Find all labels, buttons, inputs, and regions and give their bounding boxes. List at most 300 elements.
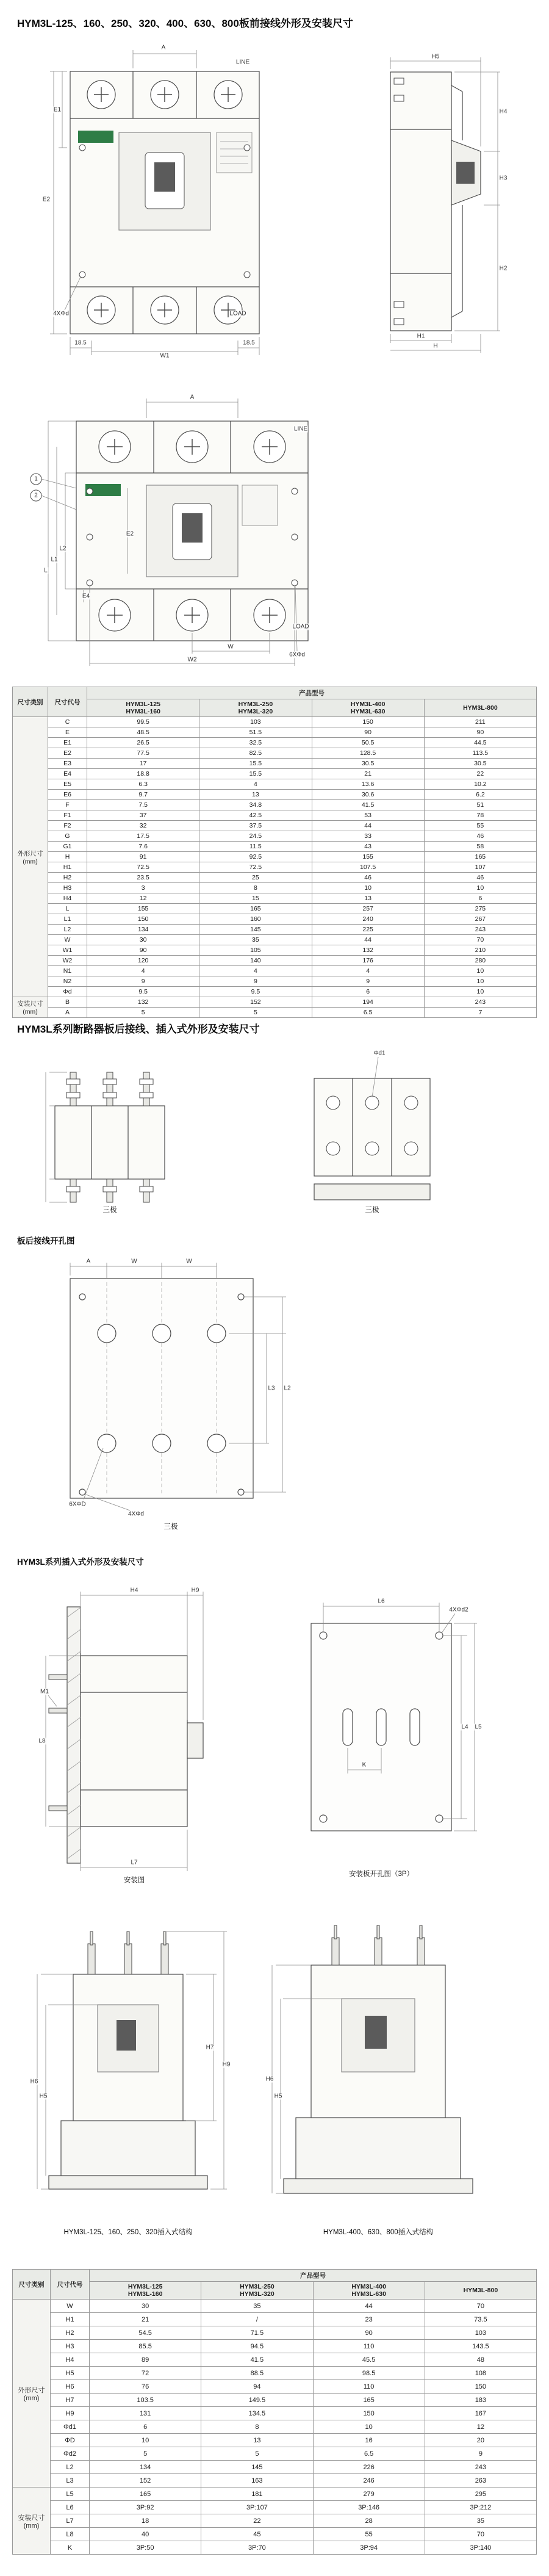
section2-title: HYM3L系列断路器板后接线、插入式外形及安装尺寸 xyxy=(17,1023,260,1035)
table-row xyxy=(13,966,537,976)
table-row xyxy=(13,935,537,945)
dimension-label: A xyxy=(86,1258,91,1265)
dimension-value-cell: 120 xyxy=(87,956,199,966)
dimension-value-cell: 5 xyxy=(201,2447,313,2461)
dimension-code-cell: H2 xyxy=(51,2326,90,2340)
dimension-code-cell: W xyxy=(48,935,87,945)
dimension-value-cell: 71.5 xyxy=(201,2326,313,2340)
table-row xyxy=(13,925,537,935)
dimension-value-cell: 35 xyxy=(425,2514,536,2528)
dimension-label: K xyxy=(362,1761,367,1769)
dimension-value-cell: 3P:107 xyxy=(201,2501,313,2514)
dimension-value-cell: 9 xyxy=(87,976,199,987)
table-row xyxy=(13,2326,537,2340)
dimension-value-cell: 149.5 xyxy=(201,2394,313,2407)
dimension-value-cell: 275 xyxy=(424,904,536,914)
dimension-value-cell: 5 xyxy=(199,1008,312,1018)
dimension-label: L7 xyxy=(131,1859,138,1866)
dimension-value-cell: 94.5 xyxy=(201,2340,313,2353)
dimension-label: L4 xyxy=(461,1723,468,1731)
table-row xyxy=(13,956,537,966)
dimension-code-cell: B xyxy=(48,997,87,1008)
dimension-value-cell: 108 xyxy=(425,2367,536,2380)
product-model-header: 产品型号 xyxy=(87,687,537,699)
table-row xyxy=(13,2488,537,2501)
dimension-value-cell: 150 xyxy=(87,914,199,925)
dimension-value-cell: 150 xyxy=(425,2380,536,2394)
dimension-value-cell: 6 xyxy=(312,987,424,997)
dimension-value-cell: 226 xyxy=(313,2461,425,2474)
dimension-value-cell: 4 xyxy=(199,779,312,790)
dimension-code-cell: L2 xyxy=(48,925,87,935)
table-row xyxy=(13,821,537,831)
dimension-value-cell: 9 xyxy=(425,2447,536,2461)
dimension-value-cell: 140 xyxy=(199,956,312,966)
dimension-value-cell: 107.5 xyxy=(312,862,424,873)
table-row xyxy=(13,2528,537,2541)
model-header-row xyxy=(13,2282,537,2300)
dimension-code-cell: L7 xyxy=(51,2514,90,2528)
dimension-label: H4 xyxy=(499,108,508,115)
table-row xyxy=(13,862,537,873)
plugin-dimension-table xyxy=(12,2269,537,2555)
dimension-value-cell: 7.5 xyxy=(87,800,199,810)
dimension-value-cell: 18 xyxy=(90,2514,201,2528)
dimension-value-cell: 181 xyxy=(201,2488,313,2501)
dimension-value-cell: 163 xyxy=(201,2474,313,2488)
dimension-value-cell: 9.7 xyxy=(87,790,199,800)
model-header-row xyxy=(13,699,537,717)
plugin-structure-large-drawing xyxy=(262,1907,494,2240)
dimension-value-cell: 134 xyxy=(87,925,199,935)
dimension-value-cell: 5 xyxy=(90,2447,201,2461)
dimension-code-cell: H7 xyxy=(51,2394,90,2407)
dimension-value-cell: 78 xyxy=(424,810,536,821)
dimension-code-cell: C xyxy=(48,717,87,727)
rear-holes-subtitle: 板后接线开孔图 xyxy=(17,1236,75,1246)
dimension-label: L2 xyxy=(284,1385,291,1392)
dimension-code-cell: G1 xyxy=(48,842,87,852)
dimension-value-cell: 134.5 xyxy=(201,2407,313,2420)
dimension-value-cell: 51 xyxy=(424,800,536,810)
dimension-value-cell: 3P:92 xyxy=(90,2501,201,2514)
dimension-value-cell: 37.5 xyxy=(199,821,312,831)
dimension-value-cell: 70 xyxy=(424,935,536,945)
dimension-code-cell: H xyxy=(48,852,87,862)
mounting-plate-holes-drawing xyxy=(281,1587,482,1880)
table-row xyxy=(13,727,537,738)
dimension-value-cell: 9 xyxy=(199,976,312,987)
dimension-value-cell: 165 xyxy=(424,852,536,862)
dimension-value-cell: 58 xyxy=(424,842,536,852)
dimension-value-cell: 10 xyxy=(424,976,536,987)
dimension-value-cell: 295 xyxy=(425,2488,536,2501)
table-row xyxy=(13,2474,537,2488)
install-side-drawing xyxy=(34,1579,235,1885)
dimension-value-cell: 6.3 xyxy=(87,779,199,790)
dimension-value-cell: 165 xyxy=(199,904,312,914)
category-cell: 外形尺寸(mm) xyxy=(13,717,48,997)
table-row xyxy=(13,914,537,925)
table-row xyxy=(13,2434,537,2447)
dimension-value-cell: 103 xyxy=(425,2326,536,2340)
drawing-caption: HYM3L-125、160、250、320插入式结构 xyxy=(63,2229,193,2236)
dimension-value-cell: 3P:70 xyxy=(201,2541,313,2555)
dimension-label: H6 xyxy=(265,2076,274,2083)
dimension-value-cell: 17.5 xyxy=(87,831,199,842)
dimension-value-cell: 30 xyxy=(90,2300,201,2313)
dimension-value-cell: 51.5 xyxy=(199,727,312,738)
dimension-value-cell: 26.5 xyxy=(87,738,199,748)
dimension-value-cell: 11.5 xyxy=(199,842,312,852)
dimension-code-cell: N1 xyxy=(48,966,87,976)
dimension-value-cell: 23 xyxy=(313,2313,425,2326)
dimension-value-cell: 257 xyxy=(312,904,424,914)
dimension-value-cell: 13 xyxy=(201,2434,313,2447)
dimension-label: E4 xyxy=(82,593,90,600)
table-row xyxy=(13,2514,537,2528)
table-row xyxy=(13,800,537,810)
dimension-label: LOAD xyxy=(292,623,309,630)
dimension-value-cell: 160 xyxy=(199,914,312,925)
dimension-value-cell: 3P:146 xyxy=(313,2501,425,2514)
dimension-code-cell: F2 xyxy=(48,821,87,831)
dimension-code-cell: F1 xyxy=(48,810,87,821)
dimension-value-cell: 24.5 xyxy=(199,831,312,842)
dimension-value-cell: 17 xyxy=(87,759,199,769)
dimension-value-cell: 45.5 xyxy=(313,2353,425,2367)
dimension-value-cell: 131 xyxy=(90,2407,201,2420)
dimension-value-cell: 73.5 xyxy=(425,2313,536,2326)
dimension-value-cell: 89 xyxy=(90,2353,201,2367)
dimension-value-cell: 3P:50 xyxy=(90,2541,201,2555)
dimension-code-cell: H6 xyxy=(51,2380,90,2394)
dimension-value-cell: 21 xyxy=(90,2313,201,2326)
table-row xyxy=(13,831,537,842)
dimension-value-cell: 85.5 xyxy=(90,2340,201,2353)
table-row xyxy=(13,2313,537,2326)
dimension-value-cell: 280 xyxy=(424,956,536,966)
dimension-value-cell: 10 xyxy=(424,966,536,976)
dimension-value-cell: 211 xyxy=(424,717,536,727)
drawing-caption: 三极 xyxy=(102,1207,117,1214)
dimension-label: E2 xyxy=(42,196,51,203)
table-row xyxy=(13,2461,537,2474)
dimension-code-cell: G xyxy=(48,831,87,842)
dimension-value-cell: 3 xyxy=(87,883,199,893)
model-header-cell: HYM3L-250 HYM3L-320 xyxy=(201,2282,313,2300)
dimension-value-cell: 143.5 xyxy=(425,2340,536,2353)
dimension-value-cell: 41.5 xyxy=(201,2353,313,2367)
side-view-drawing xyxy=(354,49,518,354)
drawing-caption: 三极 xyxy=(365,1207,379,1214)
dimension-value-cell: 210 xyxy=(424,945,536,956)
dimension-label: H xyxy=(433,342,438,350)
dimension-value-cell: 132 xyxy=(87,997,199,1008)
dimension-label: LOAD xyxy=(229,310,246,317)
plugin-subtitle: HYM3L系列插入式外形及安装尺寸 xyxy=(17,1557,144,1567)
front-panel-large-drawing xyxy=(27,388,357,674)
dimension-value-cell: 30 xyxy=(87,935,199,945)
dimension-value-cell: 10 xyxy=(424,883,536,893)
table-row xyxy=(13,842,537,852)
dimension-value-cell: 28 xyxy=(313,2514,425,2528)
dimension-label: Φd1 xyxy=(373,1050,386,1057)
dimension-code-cell: E xyxy=(48,727,87,738)
dimension-code-cell: E4 xyxy=(48,769,87,779)
dimension-code-cell: Φd2 xyxy=(51,2447,90,2461)
dimension-value-cell: 132 xyxy=(312,945,424,956)
dimension-value-cell: 5 xyxy=(87,1008,199,1018)
dimension-code-cell: N2 xyxy=(48,976,87,987)
dimension-value-cell: 23.5 xyxy=(87,873,199,883)
dimension-code-cell: Φd xyxy=(48,987,87,997)
dimension-value-cell: / xyxy=(201,2313,313,2326)
dimension-value-cell: 13 xyxy=(312,893,424,904)
dimension-value-cell: 46 xyxy=(312,873,424,883)
dimension-label: L5 xyxy=(475,1723,482,1731)
dimension-value-cell: 16 xyxy=(313,2434,425,2447)
rear-view-holes-drawing xyxy=(287,1045,458,1213)
dimension-value-cell: 165 xyxy=(90,2488,201,2501)
drawing-caption: 安装板开孔图（3P） xyxy=(348,1871,414,1878)
dimension-value-cell: 3P:94 xyxy=(313,2541,425,2555)
table-row xyxy=(13,2300,537,2313)
category-cell: 安装尺寸(mm) xyxy=(13,997,48,1018)
table-row xyxy=(13,748,537,759)
dimension-value-cell: 44 xyxy=(313,2300,425,2313)
dimension-label: H6 xyxy=(30,2078,38,2085)
dimension-value-cell: 88.5 xyxy=(201,2367,313,2380)
dimension-code-cell: H3 xyxy=(51,2340,90,2353)
dimension-code-cell: E2 xyxy=(48,748,87,759)
dimension-value-cell: 6.5 xyxy=(313,2447,425,2461)
table-row xyxy=(13,945,537,956)
dimension-code-cell: F xyxy=(48,800,87,810)
dimension-label: H5 xyxy=(39,2093,48,2100)
dimension-value-cell: 165 xyxy=(313,2394,425,2407)
dimension-value-cell: 32 xyxy=(87,821,199,831)
dimension-value-cell: 176 xyxy=(312,956,424,966)
table-row xyxy=(13,759,537,769)
table-row xyxy=(13,1008,537,1018)
dimension-value-cell: 22 xyxy=(424,769,536,779)
dimension-value-cell: 98.5 xyxy=(313,2367,425,2380)
dimension-label: H9 xyxy=(191,1587,199,1594)
dimension-value-cell: 32.5 xyxy=(199,738,312,748)
dimension-value-cell: 35 xyxy=(201,2300,313,2313)
dimension-value-cell: 155 xyxy=(312,852,424,862)
dimension-value-cell: 55 xyxy=(424,821,536,831)
dimension-value-cell: 76 xyxy=(90,2380,201,2394)
dimension-code-cell: L6 xyxy=(51,2501,90,2514)
dimension-value-cell: 240 xyxy=(312,914,424,925)
table-row xyxy=(13,893,537,904)
dimension-code-cell: L2 xyxy=(51,2461,90,2474)
dimension-value-cell: 48.5 xyxy=(87,727,199,738)
table-row xyxy=(13,2447,537,2461)
dimension-value-cell: 10 xyxy=(313,2420,425,2434)
dimension-value-cell: 145 xyxy=(199,925,312,935)
dimension-value-cell: 50.5 xyxy=(312,738,424,748)
table-row xyxy=(13,873,537,883)
table-row xyxy=(13,738,537,748)
category-column-header: 尺寸类别 xyxy=(13,2270,51,2300)
dimension-value-cell: 72 xyxy=(90,2367,201,2380)
dimension-value-cell: 53 xyxy=(312,810,424,821)
dimension-code-cell: H2 xyxy=(48,873,87,883)
dimension-value-cell: 20 xyxy=(425,2434,536,2447)
dimension-label: H2 xyxy=(499,265,508,272)
dimension-value-cell: 128.5 xyxy=(312,748,424,759)
dimension-code-cell: ΦD xyxy=(51,2434,90,2447)
dimension-code-cell: H4 xyxy=(48,893,87,904)
dimension-label: L6 xyxy=(378,1598,385,1605)
dimension-label: W xyxy=(228,643,234,651)
dimension-value-cell: 243 xyxy=(424,925,536,935)
table-row xyxy=(13,976,537,987)
table-row xyxy=(13,779,537,790)
code-column-header: 尺寸代号 xyxy=(51,2270,90,2300)
dimension-value-cell: 6 xyxy=(90,2420,201,2434)
dimension-code-cell: K xyxy=(51,2541,90,2555)
dimension-code-cell: L3 xyxy=(51,2474,90,2488)
dimension-value-cell: 7 xyxy=(424,1008,536,1018)
dimension-label: L1 xyxy=(51,556,58,563)
dimension-code-cell: E3 xyxy=(48,759,87,769)
dimension-value-cell: 70 xyxy=(425,2300,536,2313)
dimension-label: 4XΦd xyxy=(128,1510,144,1518)
dimension-value-cell: 103.5 xyxy=(90,2394,201,2407)
front-panel-drawing xyxy=(37,38,311,361)
dimension-value-cell: 7.6 xyxy=(87,842,199,852)
dimension-label: LINE xyxy=(235,59,250,66)
model-header-cell: HYM3L-800 xyxy=(425,2282,536,2300)
dimension-value-cell: 10 xyxy=(90,2434,201,2447)
front-wiring-dimension-table xyxy=(12,687,537,1018)
table-row xyxy=(13,2420,537,2434)
dimension-value-cell: 54.5 xyxy=(90,2326,201,2340)
dimension-value-cell: 90 xyxy=(312,727,424,738)
dimension-label: 18.5 xyxy=(74,339,87,347)
dimension-label: 4XΦd xyxy=(53,310,69,317)
model-header-cell: HYM3L-400 HYM3L-630 xyxy=(312,699,424,717)
dimension-label: W1 xyxy=(160,352,170,359)
dimension-label: H5 xyxy=(431,53,440,60)
model-header-cell: HYM3L-800 xyxy=(424,699,536,717)
dimension-value-cell: 72.5 xyxy=(199,862,312,873)
dimension-value-cell: 150 xyxy=(312,717,424,727)
product-model-header: 产品型号 xyxy=(90,2270,537,2282)
table-row xyxy=(13,717,537,727)
dimension-value-cell: 246 xyxy=(313,2474,425,2488)
dimension-value-cell: 70 xyxy=(425,2528,536,2541)
dimension-value-cell: 30.5 xyxy=(312,759,424,769)
dimension-value-cell: 46 xyxy=(424,831,536,842)
dimension-label: A xyxy=(161,44,166,51)
dimension-value-cell: 42.5 xyxy=(199,810,312,821)
dimension-code-cell: E5 xyxy=(48,779,87,790)
dimension-value-cell: 107 xyxy=(424,862,536,873)
dimension-code-cell: L xyxy=(48,904,87,914)
dimension-value-cell: 55 xyxy=(313,2528,425,2541)
dimension-code-cell: W2 xyxy=(48,956,87,966)
model-header-cell: HYM3L-125 HYM3L-160 xyxy=(90,2282,201,2300)
dimension-code-cell: H5 xyxy=(51,2367,90,2380)
dimension-label: H5 xyxy=(274,2093,282,2100)
dimension-value-cell: 12 xyxy=(425,2420,536,2434)
dimension-value-cell: 152 xyxy=(199,997,312,1008)
dimension-code-cell: E1 xyxy=(48,738,87,748)
table-row xyxy=(13,2380,537,2394)
table-row xyxy=(13,2367,537,2380)
dimension-value-cell: 6.2 xyxy=(424,790,536,800)
dimension-label: E1 xyxy=(53,106,62,114)
dimension-label: 18.5 xyxy=(243,339,255,347)
dimension-value-cell: 90 xyxy=(313,2326,425,2340)
dimension-value-cell: 10 xyxy=(312,883,424,893)
dimension-value-cell: 4 xyxy=(87,966,199,976)
dimension-value-cell: 25 xyxy=(199,873,312,883)
dimension-value-cell: 155 xyxy=(87,904,199,914)
dimension-value-cell: 92.5 xyxy=(199,852,312,862)
dimension-value-cell: 91 xyxy=(87,852,199,862)
category-cell: 安装尺寸(mm) xyxy=(13,2488,51,2555)
dimension-label: LINE xyxy=(293,425,308,433)
dimension-code-cell: Φd1 xyxy=(51,2420,90,2434)
dimension-label: H7 xyxy=(206,2044,214,2051)
dimension-code-cell: L1 xyxy=(48,914,87,925)
dimension-value-cell: 6.5 xyxy=(312,1008,424,1018)
dimension-value-cell: 43 xyxy=(312,842,424,852)
category-column-header: 尺寸类别 xyxy=(13,687,48,717)
table-row xyxy=(13,769,537,779)
dimension-value-cell: 12 xyxy=(87,893,199,904)
dimension-value-cell: 44.5 xyxy=(424,738,536,748)
dimension-label: M1 xyxy=(40,1688,49,1695)
dimension-value-cell: 15 xyxy=(199,893,312,904)
dimension-value-cell: 77.5 xyxy=(87,748,199,759)
dimension-value-cell: 243 xyxy=(425,2461,536,2474)
dimension-value-cell: 94 xyxy=(201,2380,313,2394)
dimension-value-cell: 22 xyxy=(201,2514,313,2528)
dimension-label: W xyxy=(131,1258,137,1265)
dimension-value-cell: 35 xyxy=(199,935,312,945)
dimension-value-cell: 41.5 xyxy=(312,800,424,810)
dimension-value-cell: 15.5 xyxy=(199,769,312,779)
dimension-value-cell: 8 xyxy=(201,2420,313,2434)
model-header-cell: HYM3L-125 HYM3L-160 xyxy=(87,699,199,717)
model-header-cell: HYM3L-400 HYM3L-630 xyxy=(313,2282,425,2300)
dimension-value-cell: 90 xyxy=(87,945,199,956)
dimension-code-cell: H1 xyxy=(51,2313,90,2326)
dimension-value-cell: 263 xyxy=(425,2474,536,2488)
dimension-value-cell: 152 xyxy=(90,2474,201,2488)
dimension-label: 1 xyxy=(34,475,38,483)
table-row xyxy=(13,904,537,914)
rear-view-studs-drawing xyxy=(34,1045,186,1213)
dimension-value-cell: 9 xyxy=(312,976,424,987)
dimension-value-cell: 30.6 xyxy=(312,790,424,800)
dimension-value-cell: 72.5 xyxy=(87,862,199,873)
dimension-value-cell: 243 xyxy=(424,997,536,1008)
dimension-code-cell: A xyxy=(48,1008,87,1018)
dimension-value-cell: 4 xyxy=(312,966,424,976)
drawing-caption: HYM3L-400、630、800插入式结构 xyxy=(323,2229,434,2236)
dimension-value-cell: 90 xyxy=(424,727,536,738)
dimension-code-cell: W xyxy=(51,2300,90,2313)
dimension-value-cell: 225 xyxy=(312,925,424,935)
